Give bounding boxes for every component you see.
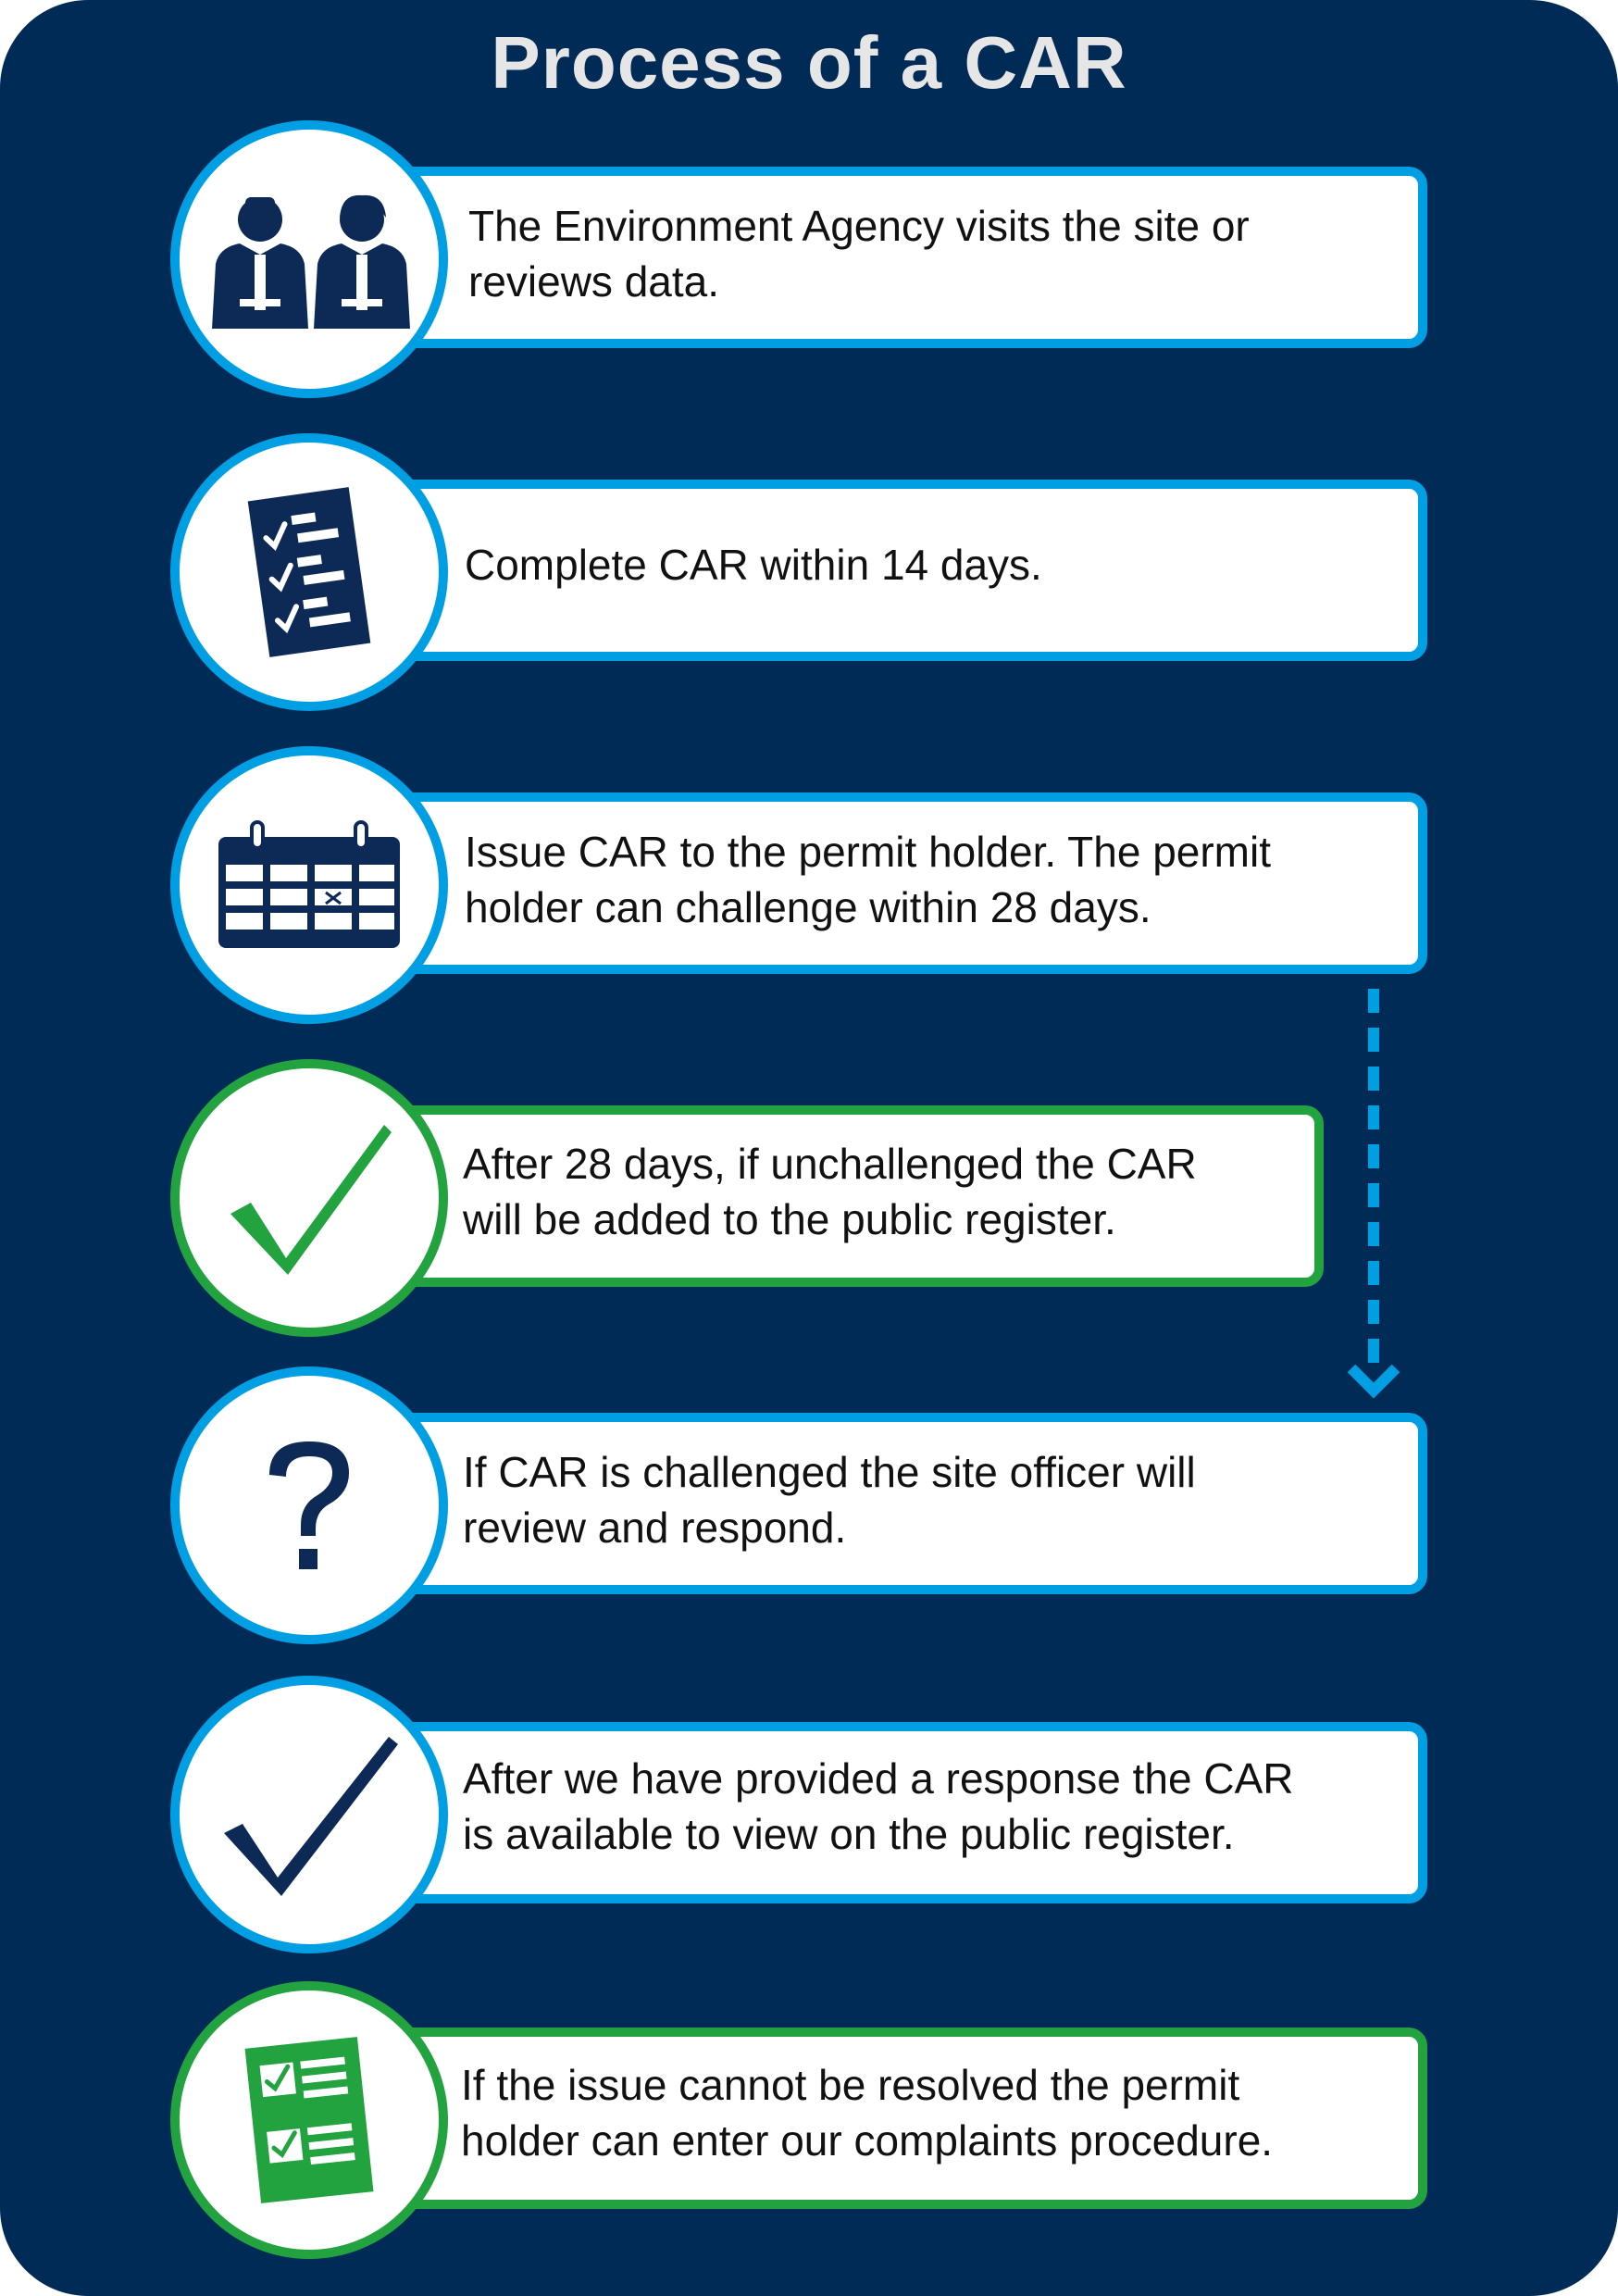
step-1-line-1: The Environment Agency visits the site or [468,202,1250,250]
step-2-line-1: Complete CAR within 14 days. [465,541,1042,589]
step-5-circle [170,1366,448,1644]
step-6-line-1: After we have provided a response the CAR [463,1754,1294,1803]
step-2-text [465,537,1409,593]
dashed-arrow-connector [1346,980,1401,1405]
step-1-line-2: reviews data. [468,257,720,306]
step-1-circle [170,120,448,398]
checklist-icon [230,484,388,660]
green-checkmark-icon [221,1119,397,1277]
step-6-line-2: is available to view on the public register. [463,1810,1235,1858]
step-7-line-1: If the issue cannot be resolved the permit [461,2061,1240,2109]
question-mark-icon [258,1436,360,1575]
step-4-line-2: will be added to the public register. [463,1195,1116,1243]
navy-checkmark-icon [217,1731,402,1898]
step-4-text [463,1136,1314,1247]
step-7-circle [170,1981,448,2259]
green-document-icon [230,2028,388,2213]
step-3-line-2: holder can challenge within 28 days. [465,883,1151,931]
step-2-circle [170,433,448,711]
calendar-icon [217,820,402,950]
step-3-circle [170,746,448,1024]
step-4-line-1: After 28 days, if unchallenged the CAR [463,1140,1197,1188]
page-title: Process of a CAR [491,21,1127,104]
step-7-line-2: holder can enter our complaints procedure. [461,2116,1274,2165]
step-3-line-1: Issue CAR to the permit holder. The permit [465,828,1271,876]
step-5-text [463,1444,1407,1555]
step-5-line-2: review and respond. [463,1504,847,1552]
step-6-circle [170,1676,448,1953]
step-3-text [465,824,1409,935]
step-7-text [461,2057,1414,2168]
step-6-text [463,1751,1416,1862]
step-5-line-1: If CAR is challenged the site officer will [463,1448,1196,1496]
officers-icon [203,190,416,329]
step-1-text [468,198,1413,309]
step-4-circle [170,1059,448,1337]
